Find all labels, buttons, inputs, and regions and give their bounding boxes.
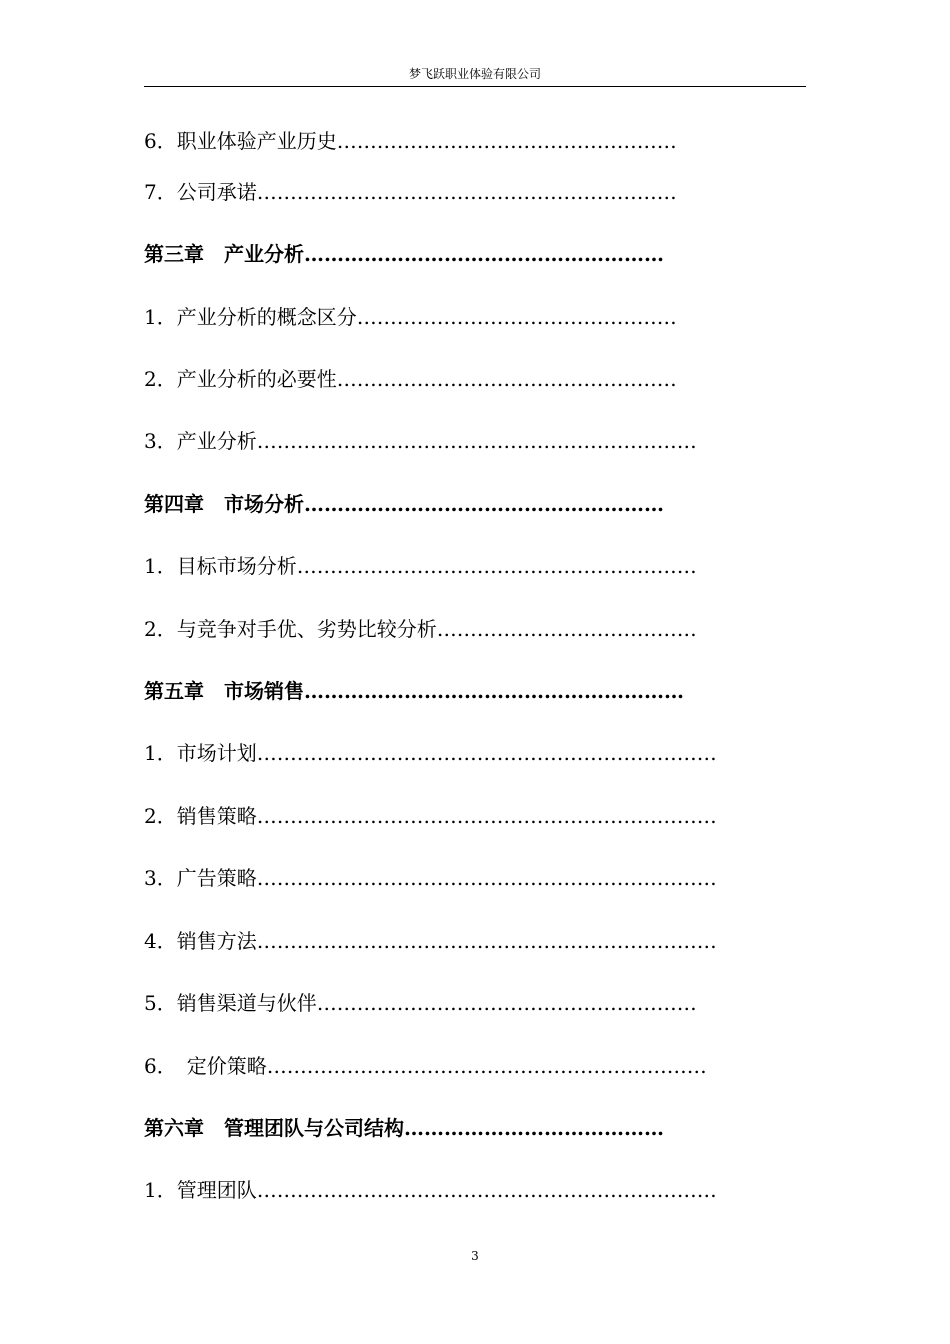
toc-item: 1．管理团队…………………………………………………………… (144, 1178, 717, 1202)
toc-chapter: 第六章 管理团队与公司结构………………………………… (144, 1116, 664, 1140)
toc-chapter: 第三章 产业分析……………………………………………… (144, 242, 664, 266)
toc-item: 2．与竞争对手优、劣势比较分析………………………………… (144, 617, 697, 641)
toc-item: 7．公司承诺……………………………………………………… (144, 180, 677, 204)
toc-item: 1．市场计划…………………………………………………………… (144, 741, 717, 765)
toc-item: 4．销售方法…………………………………………………………… (144, 929, 717, 953)
page-header-company: 梦飞跃职业体验有限公司 (408, 67, 541, 81)
toc-chapter: 第五章 市场销售………………………………………………… (144, 679, 684, 703)
toc-item: 3．产业分析………………………………………………………… (144, 429, 697, 453)
toc-item: 1．产业分析的概念区分………………………………………… (144, 305, 677, 329)
toc-item: 2．销售策略…………………………………………………………… (144, 804, 717, 828)
page-number: 3 (471, 1249, 479, 1263)
toc-chapter: 第四章 市场分析……………………………………………… (144, 492, 664, 516)
toc-item: 2．产业分析的必要性…………………………………………… (144, 367, 677, 391)
toc-item: 1．目标市场分析…………………………………………………… (144, 554, 697, 578)
toc-item: 5．销售渠道与伙伴………………………………………………… (144, 991, 697, 1015)
toc-item: 6．职业体验产业历史…………………………………………… (144, 129, 677, 153)
toc-item: 6． 定价策略………………………………………………………… (144, 1054, 707, 1078)
toc-item: 3．广告策略…………………………………………………………… (144, 866, 717, 890)
